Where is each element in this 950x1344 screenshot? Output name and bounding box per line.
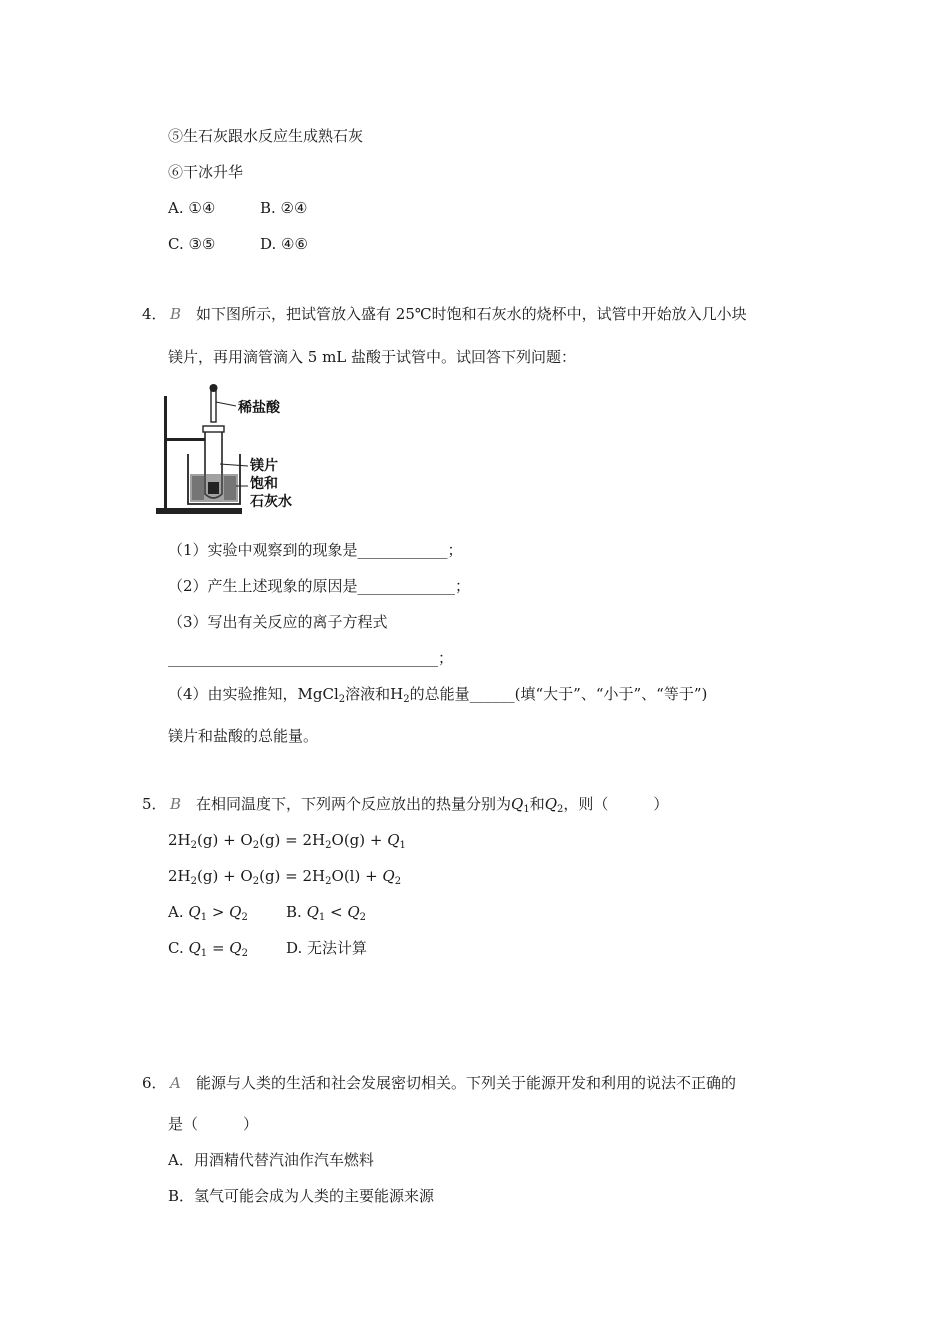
label-magnesium: 镁片	[250, 458, 278, 474]
q4-apparatus-figure	[150, 382, 310, 522]
q5-equation-1: $2H_2(g) + O_2(g) = 2H_2O(g) + Q_1$	[168, 831, 406, 851]
stand-base	[156, 508, 242, 514]
q5-option-c: C. $Q_1 = Q_2$	[168, 939, 248, 959]
q5-number: 5．	[142, 795, 167, 813]
q3-option-a: A. ①④	[168, 199, 216, 217]
q4-sub1: （1）实验中观察到的现象是____________；	[168, 541, 463, 559]
q4-sub4-line2: 镁片和盐酸的总能量。	[168, 727, 319, 745]
q5-option-a: A. $Q_1 > Q_2$	[168, 903, 248, 923]
label-saturated: 饱和	[250, 476, 278, 492]
label-dilute-hcl: 稀盐酸	[238, 400, 280, 416]
leader-acid	[216, 402, 236, 406]
label-lime-water: 石灰水	[250, 494, 292, 510]
q6-option-a: A．用酒精代替汽油作汽车燃料	[168, 1151, 374, 1169]
q5-option-d: D. 无法计算	[286, 939, 368, 957]
q6-option-b: B．氢气可能会成为人类的主要能源来源	[168, 1187, 435, 1205]
q3-option-d: D. ④⑥	[260, 235, 308, 253]
q5-equation-2: $2H_2(g) + O_2(g) = 2H_2O(l) + Q_2$	[168, 867, 402, 887]
q3-option-b: B. ②④	[260, 199, 308, 217]
q4-stem-line1: 如下图所示，把试管放入盛有 25℃时饱和石灰水的烧杯中，试管中开始放入几小块	[196, 305, 747, 323]
q4-sub3-blank: ____________________________________；	[168, 649, 454, 667]
dropper-bulb	[210, 384, 218, 392]
q6-level: A	[170, 1074, 181, 1092]
q4-stem-line2: 镁片，再用滴管滴入 5 mL 盐酸于试管中。试回答下列问题：	[168, 348, 577, 366]
q4-level: B	[170, 305, 182, 323]
q4-sub3: （3）写出有关反应的离子方程式	[168, 613, 388, 631]
q3-item-5: ⑤生石灰跟水反应生成熟石灰	[168, 127, 364, 145]
stand-rod	[164, 396, 167, 509]
q4-sub2: （2）产生上述现象的原因是_____________；	[168, 577, 471, 595]
q3-option-c: C. ③⑤	[168, 235, 216, 253]
q4-sub4: （4）由实验推知，MgCl$_2$溶液和$H_2$的总能量______(填“大于”、“小于”、“等于”)	[168, 685, 708, 705]
magnesium-pieces	[208, 482, 219, 494]
q6-stem-line2: 是（ ）	[168, 1115, 259, 1133]
q3-item-6: ⑥干冰升华	[168, 163, 244, 181]
tube-stopper	[203, 426, 224, 432]
q6-number: 6．	[142, 1074, 167, 1092]
q6-stem-line1: 能源与人类的生活和社会发展密切相关。下列关于能源开发和利用的说法不正确的	[196, 1074, 737, 1092]
q5-level: B	[170, 795, 182, 813]
leader-mg	[220, 464, 248, 466]
q5-stem: 在相同温度下，下列两个反应放出的热量分别为$Q_1$和$Q_2$，则（ ）	[196, 795, 669, 815]
q4-number: 4．	[142, 305, 167, 323]
q5-option-b: B. $Q_1 < Q_2$	[286, 903, 367, 923]
